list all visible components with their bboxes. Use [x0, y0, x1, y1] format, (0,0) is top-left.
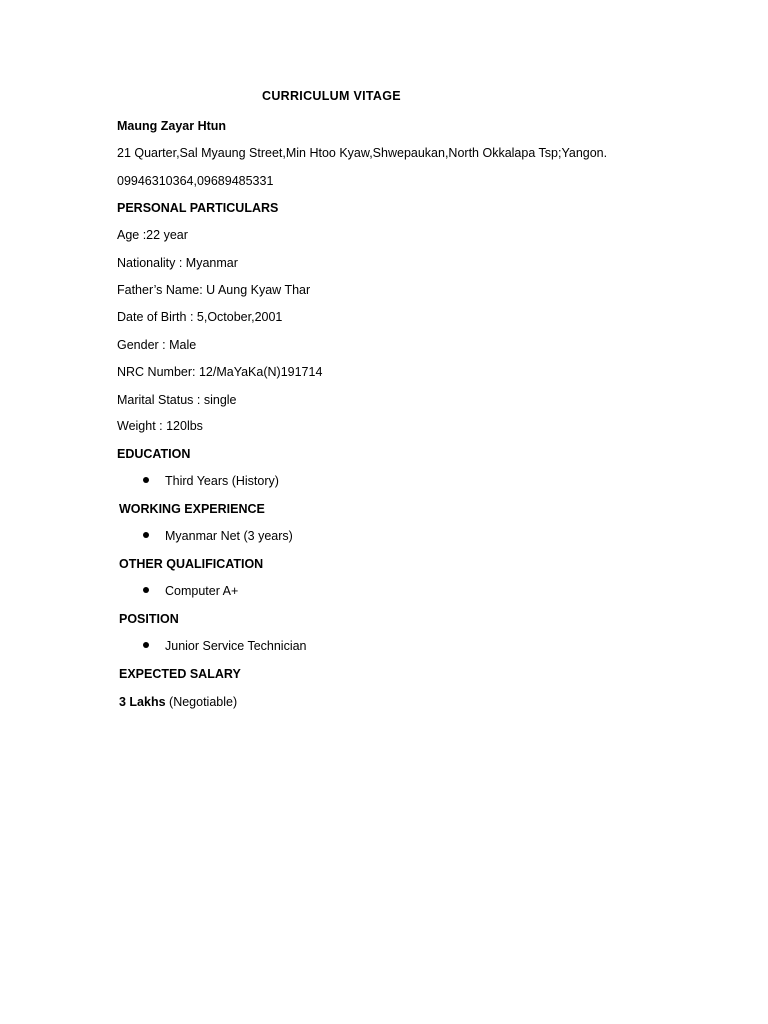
nrc-number: NRC Number: 12/MaYaKa(N)191714: [117, 365, 323, 379]
position-item: Junior Service Technician: [165, 639, 307, 653]
salary-heading: EXPECTED SALARY: [119, 667, 241, 681]
weight: Weight : 120lbs: [117, 419, 203, 433]
salary-line: [119, 694, 237, 710]
bullet-icon: [143, 587, 149, 593]
phone-numbers: 09946310364,09689485331: [117, 174, 274, 188]
father-name: Father’s Name: U Aung Kyaw Thar: [117, 283, 311, 297]
salary-note: (Negotiable): [165, 695, 238, 709]
bullet-icon: [143, 477, 149, 483]
gender: Gender : Male: [117, 338, 197, 352]
bullet-icon: [143, 532, 149, 538]
qualification-heading: OTHER QUALIFICATION: [119, 557, 264, 571]
document-title: CURRICULUM VITAGE: [262, 89, 401, 103]
salary-amount: 3 Lakhs: [119, 695, 166, 709]
education-item: Third Years (History): [165, 474, 279, 488]
bullet-icon: [143, 642, 149, 648]
age: Age :22 year: [117, 228, 188, 242]
experience-item: Myanmar Net (3 years): [165, 529, 293, 543]
address: 21 Quarter,Sal Myaung Street,Min Htoo Kyaw,Shwepaukan,North Okkalapa Tsp;Yangon.: [117, 146, 608, 160]
position-heading: POSITION: [119, 612, 179, 626]
qualification-item: Computer A+: [165, 584, 239, 598]
nationality: Nationality : Myanmar: [117, 256, 238, 270]
date-of-birth: Date of Birth : 5,October,2001: [117, 310, 283, 324]
experience-heading: WORKING EXPERIENCE: [119, 502, 265, 516]
education-heading: EDUCATION: [117, 447, 191, 461]
personal-heading: PERSONAL PARTICULARS: [117, 201, 279, 215]
applicant-name: Maung Zayar Htun: [117, 119, 227, 133]
marital-status: Marital Status : single: [117, 393, 237, 407]
